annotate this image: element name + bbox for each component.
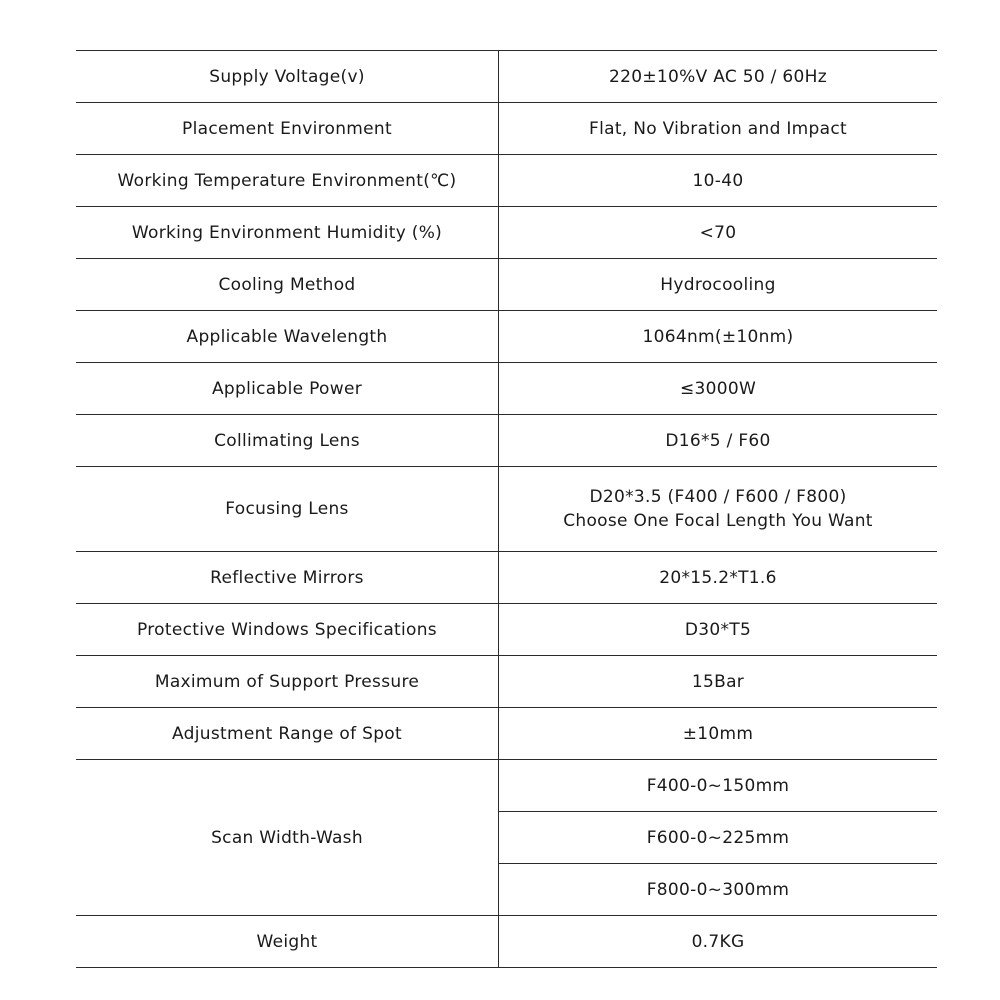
spec-label: Working Temperature Environment(℃) <box>76 155 499 207</box>
spec-label: Applicable Power <box>76 363 499 415</box>
spec-value-line: D20*3.5 (F400 / F600 / F800) <box>589 487 847 507</box>
spec-label: Applicable Wavelength <box>76 311 499 363</box>
spec-row-power <box>76 363 937 415</box>
spec-value: F400-0~150mm <box>499 760 938 812</box>
spec-row-support-pressure <box>76 656 937 708</box>
spec-table <box>76 50 937 968</box>
spec-value: ±10mm <box>499 708 938 760</box>
spec-label: Focusing Lens <box>76 467 499 552</box>
spec-label: Working Environment Humidity (%) <box>76 207 499 259</box>
spec-value: F800-0~300mm <box>499 864 938 916</box>
spec-row-weight <box>76 916 937 968</box>
spec-value: D16*5 / F60 <box>499 415 938 467</box>
spec-value: 220±10%V AC 50 / 60Hz <box>499 51 938 103</box>
spec-row-scan-width <box>76 760 937 812</box>
spec-value: F600-0~225mm <box>499 812 938 864</box>
spec-label: Protective Windows Specifications <box>76 604 499 656</box>
spec-value: 20*15.2*T1.6 <box>499 552 938 604</box>
spec-value: 15Bar <box>499 656 938 708</box>
spec-row-collimating-lens <box>76 415 937 467</box>
spec-value <box>499 467 938 552</box>
spec-row-supply-voltage <box>76 51 937 103</box>
spec-row-protective-windows <box>76 604 937 656</box>
spec-value: D30*T5 <box>499 604 938 656</box>
spec-row-humidity <box>76 207 937 259</box>
spec-row-spot-adjustment <box>76 708 937 760</box>
spec-row-placement-environment <box>76 103 937 155</box>
spec-row-focusing-lens <box>76 467 937 552</box>
spec-row-wavelength <box>76 311 937 363</box>
spec-value-line: Choose One Focal Length You Want <box>563 511 873 531</box>
spec-value: <70 <box>499 207 938 259</box>
spec-label: Maximum of Support Pressure <box>76 656 499 708</box>
spec-value: 1064nm(±10nm) <box>499 311 938 363</box>
spec-label: Supply Voltage(v) <box>76 51 499 103</box>
spec-row-working-temperature <box>76 155 937 207</box>
spec-label: Cooling Method <box>76 259 499 311</box>
spec-label: Weight <box>76 916 499 968</box>
spec-value: Hydrocooling <box>499 259 938 311</box>
spec-label: Collimating Lens <box>76 415 499 467</box>
spec-value: 10-40 <box>499 155 938 207</box>
spec-value: Flat, No Vibration and Impact <box>499 103 938 155</box>
spec-row-reflective-mirrors <box>76 552 937 604</box>
spec-label: Reflective Mirrors <box>76 552 499 604</box>
spec-label: Adjustment Range of Spot <box>76 708 499 760</box>
spec-label: Placement Environment <box>76 103 499 155</box>
spec-value: ≤3000W <box>499 363 938 415</box>
spec-row-cooling-method <box>76 259 937 311</box>
spec-label: Scan Width-Wash <box>76 760 499 916</box>
spec-value: 0.7KG <box>499 916 938 968</box>
